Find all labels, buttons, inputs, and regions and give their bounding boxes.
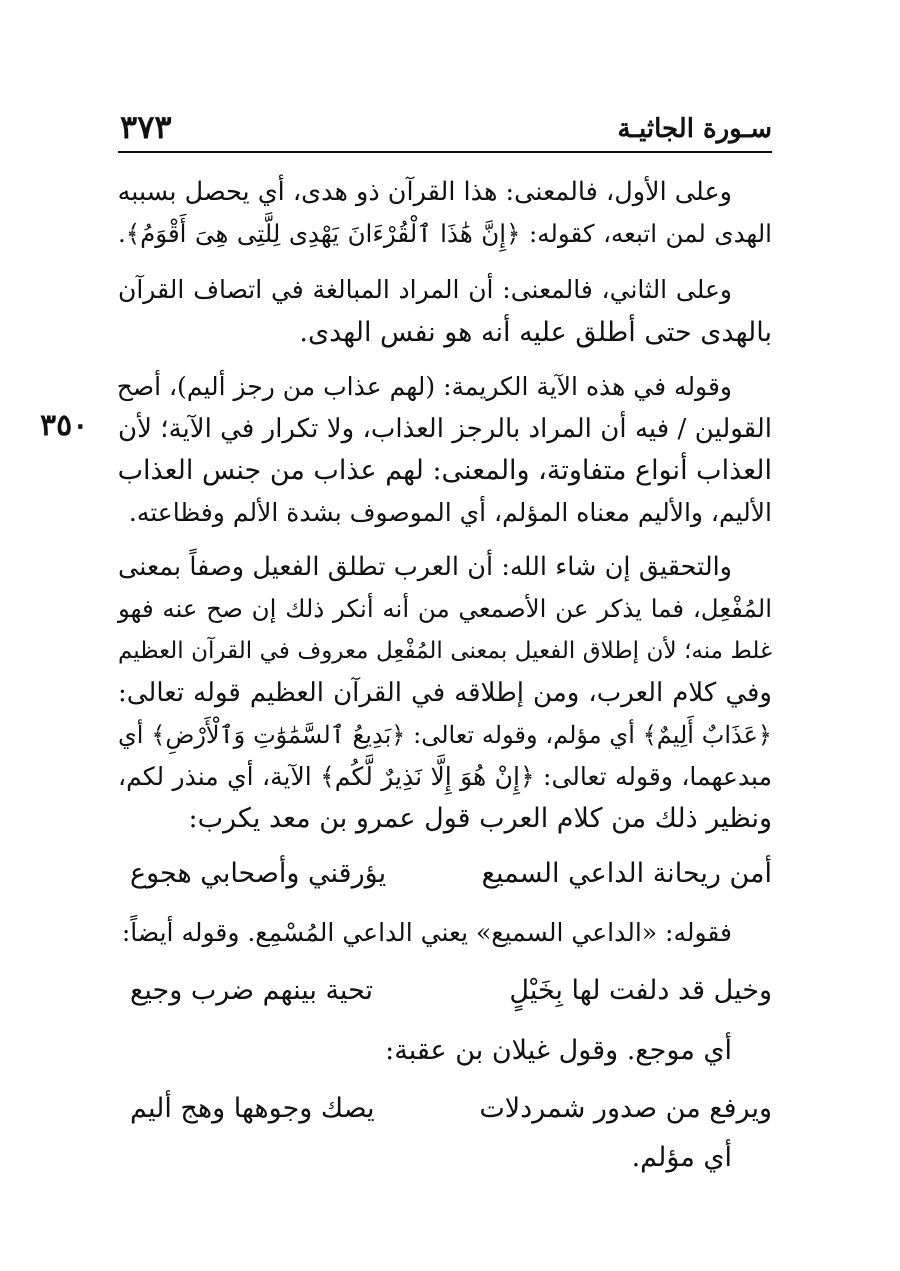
text-line: المُفْعِل، فما يذكر عن الأصمعي من أنه أنكر ذلك إن صح عنه فهو <box>118 594 772 623</box>
text-line: والتحقيق إن شاء الله: أن العرب تطلق الفعيل وصفاً بمعنى <box>118 552 732 582</box>
poetry-verse <box>118 1089 772 1129</box>
margin-reference-number: ٣٥٠ <box>40 408 89 443</box>
text-line: الأليم، والأليم معناه المؤلم، أي الموصوف بشدة الألم وفظاعته. <box>128 498 772 527</box>
page-number: ٣٧٣ <box>120 108 172 146</box>
poetry-verse <box>118 971 772 1011</box>
text-line: القولين / فيه أن المراد بالرجز العذاب، ولا تكرار في الآية؛ لأن <box>118 414 772 444</box>
text-line: أي موجع. وقول غيلان بن عقبة: <box>385 1035 732 1066</box>
text-line: الهدى لمن اتبعه، كقوله: ﴿إِنَّ هَٰذَا ٱلْقُرْءَانَ يَهْدِى لِلَّتِى هِىَ أَقْوَمُ﴾. <box>118 219 772 248</box>
surah-title: سـورة الجاثيـة <box>617 114 772 144</box>
text-line: فقوله: «الداعي السميع» يعني الداعي المُسْمِع. وقوله أيضاً: <box>121 918 732 947</box>
text-line: العذاب أنواع متفاوتة، والمعنى: لهم عذاب من جنس العذاب <box>117 455 772 486</box>
text-line: وفي كلام العرب، ومن إطلاقه في القرآن العظيم قوله تعالى: <box>118 678 772 708</box>
verse-second-hemistich: يصك وجوهها وهج أليم <box>130 1093 375 1124</box>
verse-second-hemistich: يؤرقني وأصحابي هجوع <box>130 858 387 889</box>
text-line: وعلى الثاني، فالمعنى: أن المراد المبالغة في اتصاف القرآن <box>118 275 732 304</box>
text-line: ﴿عَذَابٌ أَلِيمٌ﴾ أي مؤلم، وقوله تعالى: ﴿بَدِيعُ ٱلسَّمَٰوَٰتِ وَٱلْأَرْضِ﴾ أي <box>118 721 772 749</box>
text-line: مبدعهما، وقوله تعالى: ﴿إِنْ هُوَ إِلَّا نَذِيرٌ لَّكُم﴾ الآية، أي منذر لكم، <box>118 762 772 791</box>
verse-first-hemistich: أمن ريحانة الداعي السميع <box>481 858 772 889</box>
text-line: بالهدى حتى أطلق عليه أنه هو نفس الهدى. <box>299 317 772 348</box>
text-line: وعلى الأول، فالمعنى: هذا القرآن ذو هدى، أي يحصل بسببه <box>117 177 732 207</box>
verse-first-hemistich: ويرفع من صدور شمردلات <box>479 1093 772 1124</box>
text-line: ونظير ذلك من كلام العرب قول عمرو بن معد يكرب: <box>188 803 772 834</box>
text-line: أي مؤلم. <box>631 1142 732 1173</box>
text-line: غلط منه؛ لأن إطلاق الفعيل بمعنى المُفْعِل معروف في القرآن العظيم <box>118 638 772 664</box>
text-line: وقوله في هذه الآية الكريمة: (لهم عذاب من رجز أليم)، أصح <box>116 372 732 401</box>
header-rule <box>118 151 772 153</box>
verse-second-hemistich: تحية بينهم ضرب وجيع <box>130 975 374 1006</box>
running-header <box>118 108 772 150</box>
verse-first-hemistich: وخيل قد دلفت لها بِخَيْلٍ <box>509 975 772 1006</box>
poetry-verse <box>118 854 772 894</box>
